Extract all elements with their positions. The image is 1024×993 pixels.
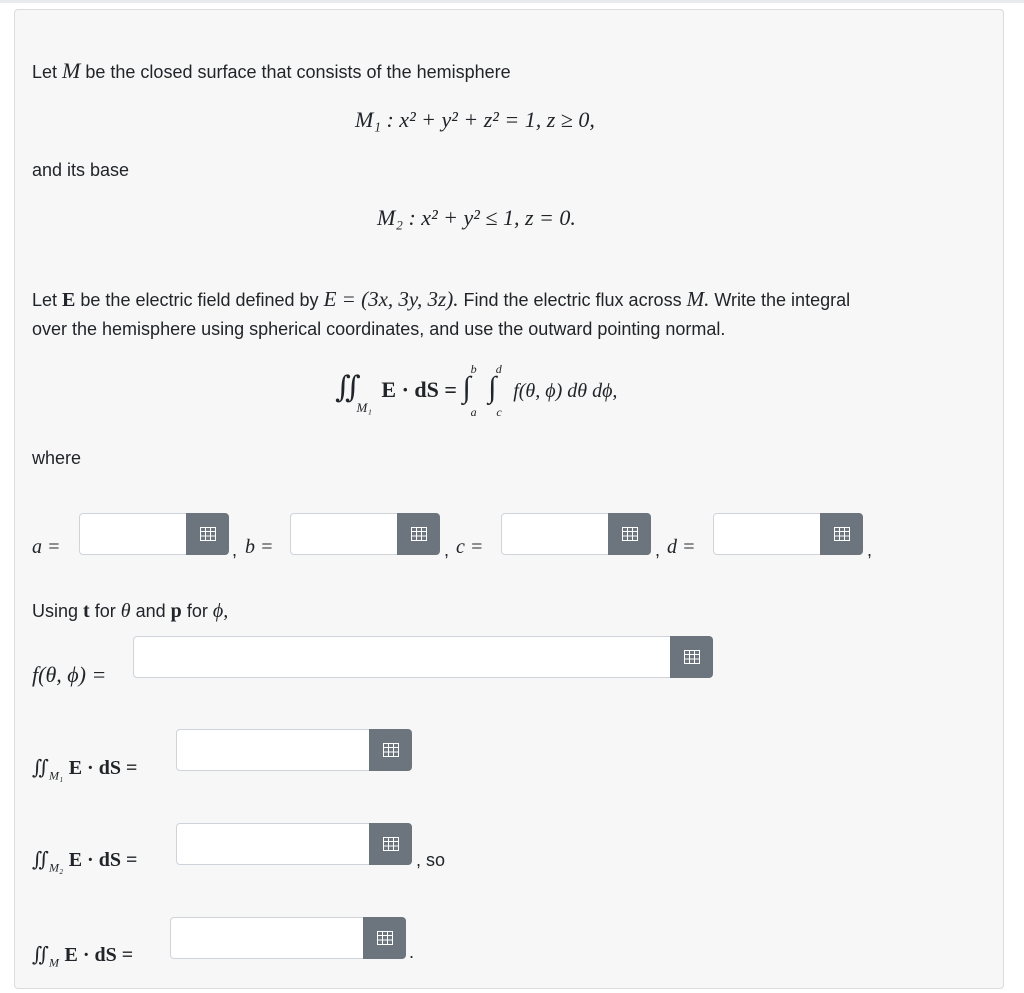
b-input[interactable] xyxy=(290,513,398,555)
base-equation: M₂ : x² + y² ≤ 1, z = 0. xyxy=(377,205,576,230)
flux-m2-matrix-button[interactable] xyxy=(369,823,412,865)
flux-m2-input[interactable] xyxy=(176,823,370,865)
flux-m2-label: $∬_{M_2}$ E · dS = xyxy=(32,849,138,875)
where-text: where xyxy=(32,448,82,468)
flux-m-label: $∬_M$ E · dS = xyxy=(32,944,134,970)
question-card xyxy=(14,9,1004,989)
matrix-grid-icon xyxy=(383,743,399,757)
b-matrix-button[interactable] xyxy=(397,513,440,555)
base-text: and its base xyxy=(32,160,130,180)
d-label: d = xyxy=(667,536,696,558)
c-input[interactable] xyxy=(501,513,609,555)
using-text: Using t for θ and p for ϕ, xyxy=(32,600,229,622)
matrix-grid-icon xyxy=(200,527,216,541)
f-matrix-button[interactable] xyxy=(670,636,713,678)
d-matrix-button[interactable] xyxy=(820,513,863,555)
integral-equation: $∬_{M_1}$ E · dS = $\int_a^b$ $\int_c^d$ f(θ, ϕ) dθ dϕ, xyxy=(335,361,618,420)
flux-m-input[interactable] xyxy=(170,917,364,959)
so-text: , so xyxy=(416,850,446,870)
matrix-grid-icon xyxy=(383,837,399,851)
flux-m1-label: $∬_{M_1}$ E · dS = xyxy=(32,757,138,783)
final-period: . xyxy=(409,942,415,962)
matrix-grid-icon xyxy=(411,527,427,541)
f-input[interactable] xyxy=(133,636,671,678)
c-matrix-button[interactable] xyxy=(608,513,651,555)
flux-m1-matrix-button[interactable] xyxy=(369,729,412,771)
intro-text: Let M be the closed surface that consists of the hemisphere xyxy=(32,58,511,83)
a-matrix-button[interactable] xyxy=(186,513,229,555)
matrix-grid-icon xyxy=(377,931,393,945)
matrix-grid-icon xyxy=(684,650,700,664)
flux-m1-input[interactable] xyxy=(176,729,370,771)
flux-m-matrix-button[interactable] xyxy=(363,917,406,959)
matrix-grid-icon xyxy=(834,527,850,541)
c-label: c = xyxy=(456,536,484,558)
field-definition-line2: over the hemisphere using spherical coordinates, and use the outward pointing normal. xyxy=(32,319,726,339)
field-definition-line1: Let E be the electric field defined by E = (3x, 3y, 3z). Find the electric flux across M. Write the integral xyxy=(32,287,851,311)
d-input[interactable] xyxy=(713,513,821,555)
f-label: f(θ, ϕ) = xyxy=(32,662,107,687)
b-label: b = xyxy=(245,536,274,558)
matrix-grid-icon xyxy=(622,527,638,541)
a-input[interactable] xyxy=(79,513,187,555)
hemisphere-equation: M₁ : x² + y² + z² = 1, z ≥ 0, xyxy=(355,107,595,132)
a-label: a = xyxy=(32,536,61,558)
top-border xyxy=(0,0,1024,3)
